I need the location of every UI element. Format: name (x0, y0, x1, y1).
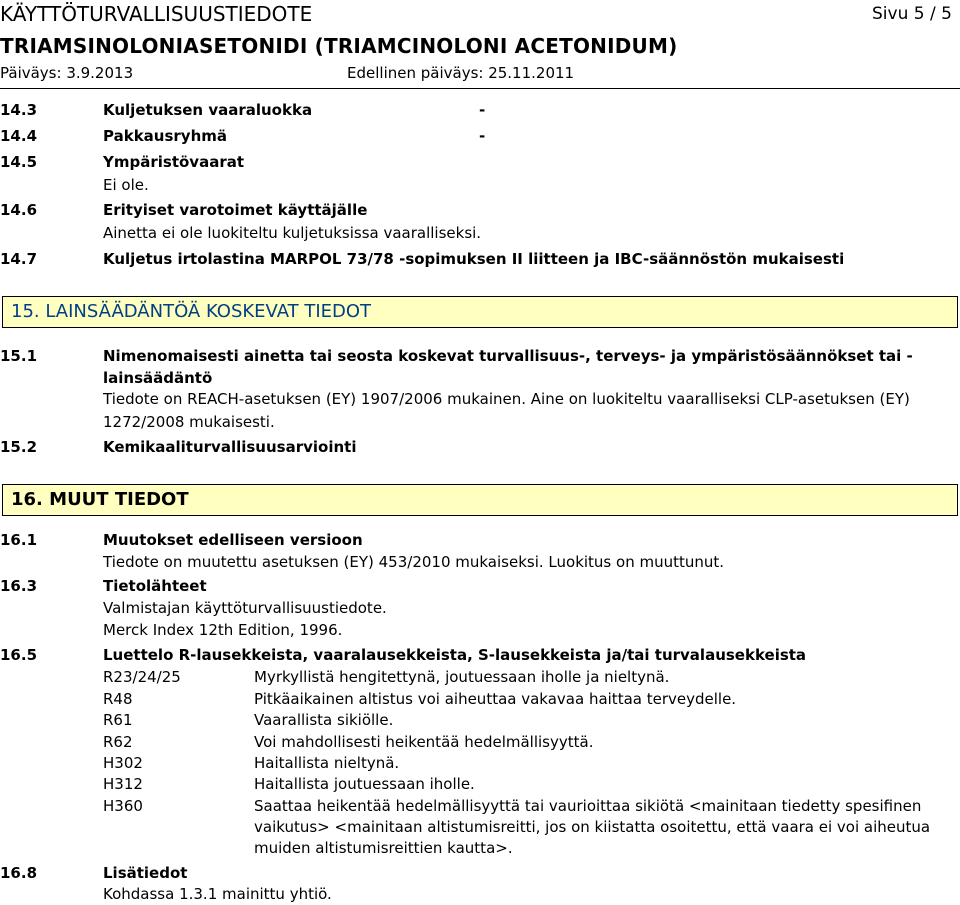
item-number-16-1: 16.1 (0, 531, 38, 549)
phrase-text-line1: Saattaa heikentää hedelmällisyyttä tai vaurioittaa sikiötä <mainitaan tiedetty spesifinen (254, 797, 922, 815)
item-number-16-3: 16.3 (0, 577, 38, 595)
phrase-text: Haitallista joutuessaan iholle. (254, 775, 475, 793)
section-16-heading: 16. MUUT TIEDOT (11, 489, 189, 510)
phrase-code: H302 (103, 754, 143, 772)
phrase-code: R61 (103, 711, 133, 729)
item-title-14-4: Pakkausryhmä (103, 127, 227, 145)
phrase-text: Voi mahdollisesti heikentää hedelmällisyyttä. (254, 733, 594, 751)
item-number-14-3: 14.3 (0, 101, 38, 119)
phrase-text: Pitkäaikainen altistus voi aiheuttaa vakavaa haittaa terveydelle. (254, 690, 737, 708)
item-number-14-7: 14.7 (0, 250, 38, 268)
phrase-text-line2: vaikutus> <mainitaan altistumisreitti, jos on kiistatta osoitettu, että vaara ei voi aiheutua (254, 818, 931, 836)
item-number-16-5: 16.5 (0, 646, 38, 664)
item-title-15-2: Kemikaaliturvallisuusarviointi (103, 438, 357, 456)
item-title-16-1: Muutokset edelliseen versioon (103, 531, 363, 549)
product-name: TRIAMSINOLONIASETONIDI (TRIAMCINOLONI ACETONIDUM) (0, 34, 678, 58)
item-title-16-5: Luettelo R-lausekkeista, vaaralausekkeista, S-lausekkeista ja/tai turvalausekkeista (103, 646, 807, 664)
item-text-14-5: Ei ole. (103, 176, 149, 194)
header-rule (0, 88, 960, 89)
issue-date: Päiväys: 3.9.2013 (0, 64, 134, 82)
item-text-16-3-line1: Valmistajan käyttöturvallisuustiedote. (103, 599, 387, 617)
item-text-16-3-line2: Merck Index 12th Edition, 1996. (103, 621, 343, 639)
item-title-16-8: Lisätiedot (103, 864, 188, 882)
item-title-14-3: Kuljetuksen vaaraluokka (103, 101, 313, 119)
phrase-code: H360 (103, 797, 143, 815)
item-value-14-3: - (479, 101, 486, 119)
item-number-15-1: 15.1 (0, 347, 38, 365)
phrase-text: Haitallista nieltynä. (254, 754, 400, 772)
phrase-text: Vaarallista sikiölle. (254, 711, 394, 729)
phrase-code: R23/24/25 (103, 668, 181, 686)
section-15-heading-band (2, 296, 958, 328)
item-text-16-8: Kohdassa 1.3.1 mainittu yhtiö. (103, 885, 332, 903)
document-title: KÄYTTÖTURVALLISUUSTIEDOTE (0, 2, 313, 26)
section-16-heading-band (2, 484, 958, 516)
item-number-14-4: 14.4 (0, 127, 38, 145)
item-text-15-1-line1: Tiedote on REACH-asetuksen (EY) 1907/2006 mukainen. Aine on luokiteltu vaaralliseksi CLP-asetuksen (EY) (103, 390, 910, 408)
item-title-16-3: Tietolähteet (103, 577, 207, 595)
phrase-text: Myrkyllistä hengitettynä, joutuessaan iholle ja nieltynä. (254, 668, 670, 686)
item-text-16-1: Tiedote on muutettu asetuksen (EY) 453/2010 mukaiseksi. Luokitus on muuttunut. (103, 553, 725, 571)
item-title-14-5: Ympäristövaarat (103, 153, 245, 171)
item-title-14-6: Erityiset varotoimet käyttäjälle (103, 201, 368, 219)
item-title-15-1-line1: Nimenomaisesti ainetta tai seosta koskevat turvallisuus-, terveys- ja ympäristösäännökset tai - (103, 347, 913, 365)
item-text-14-6: Ainetta ei ole luokiteltu kuljetuksissa vaaralliseksi. (103, 224, 482, 242)
item-text-15-1-line2: 1272/2008 mukaisesti. (103, 413, 275, 431)
item-number-14-5: 14.5 (0, 153, 38, 171)
item-number-16-8: 16.8 (0, 864, 38, 882)
previous-date: Edellinen päiväys: 25.11.2011 (347, 64, 575, 82)
item-number-14-6: 14.6 (0, 201, 38, 219)
phrase-text-line3: muiden altistumisreittien kautta>. (254, 839, 513, 857)
item-title-15-1-line2: lainsäädäntö (103, 369, 213, 387)
item-number-15-2: 15.2 (0, 438, 38, 456)
item-value-14-4: - (479, 127, 486, 145)
page-number: Sivu 5 / 5 (872, 4, 952, 24)
item-title-14-7: Kuljetus irtolastina MARPOL 73/78 -sopimuksen II liitteen ja IBC-säännöstön mukaisesti (103, 250, 845, 268)
phrase-code: R62 (103, 733, 133, 751)
phrase-code: R48 (103, 690, 133, 708)
phrase-code: H312 (103, 775, 143, 793)
section-15-heading: 15. LAINSÄÄDÄNTÖÄ KOSKEVAT TIEDOT (11, 301, 372, 322)
